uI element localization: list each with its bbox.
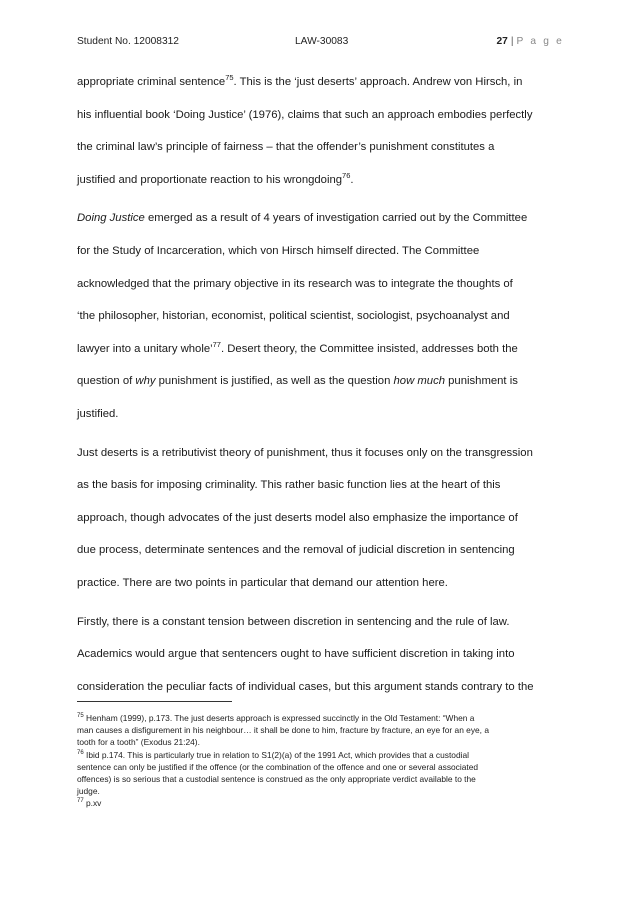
footnote-line xyxy=(77,773,567,785)
text-line xyxy=(77,510,567,543)
footnote-line xyxy=(77,724,567,736)
page-indicator xyxy=(497,36,565,47)
text-run: appropriate criminal sentence xyxy=(77,76,226,88)
text-run: tooth for a tooth” (Exodus 21:24). xyxy=(77,737,200,748)
text-run: consideration the peculiar facts of individual cases, but this argument stands contrary to the xyxy=(77,680,534,693)
italic-text: Doing Justice xyxy=(77,212,145,225)
text-run: justified. xyxy=(77,407,119,420)
text-run: his influential book ‘Doing Justice’ (1976), claims that such an approach embodies perfectly xyxy=(77,108,533,121)
text-run: sentence can only be justified if the offence (or the combination of the offence and one or several associated xyxy=(77,761,479,772)
text-line xyxy=(77,445,567,478)
text-run: . xyxy=(350,173,354,186)
text-run: punishment is justified, as well as the question xyxy=(155,375,394,388)
text-line xyxy=(77,575,567,608)
text-line xyxy=(77,172,567,205)
text-run: . Desert theory, the Committee insisted, addresses both the xyxy=(220,342,518,355)
text-run: due process, determinate sentences and the removal of judicial discretion in sentencing xyxy=(77,544,515,557)
text-run: Firstly, there is a constant tension between discretion in sentencing and the rule of law. xyxy=(77,615,510,628)
text-line xyxy=(77,107,567,140)
footnote-line xyxy=(77,736,567,748)
text-line xyxy=(77,406,567,439)
paragraph xyxy=(77,614,567,712)
text-line xyxy=(77,373,567,406)
footnote-ref: 76 xyxy=(77,749,84,756)
text-line xyxy=(77,308,567,341)
footnote-line xyxy=(77,712,567,724)
footnote-ref: 75 xyxy=(77,713,84,719)
text-line xyxy=(77,646,567,679)
text-line xyxy=(77,243,567,276)
footnote-ref: 77 xyxy=(212,339,221,349)
text-line xyxy=(77,74,567,107)
text-run: question of xyxy=(77,375,136,388)
page-separator: | xyxy=(510,36,514,47)
footnote-line xyxy=(77,749,567,761)
text-run: emerged as a result of 4 years of investigation carried out by the Committee xyxy=(144,212,528,225)
italic-text: why xyxy=(135,375,156,388)
footnote-ref: 75 xyxy=(225,73,234,82)
footnote-line xyxy=(77,761,567,773)
text-run: man causes a disfigurement in his neighbour… it shall be done to him, fracture by fracture, an eye for an eye, a xyxy=(77,725,489,736)
text-run: justified and proportionate reaction to his wrongdoing xyxy=(77,173,343,186)
text-run: the criminal law’s principle of fairness – that the offender’s punishment constitutes a xyxy=(77,141,495,154)
text-run: punishment is xyxy=(445,375,518,388)
course-code: LAW-30083 xyxy=(295,36,349,47)
text-line xyxy=(77,614,567,647)
text-run: offences) is so serious that a custodial sentence is construed as the only appropriate verdict available to the xyxy=(77,774,476,785)
page-word: P a g e xyxy=(516,36,564,47)
text-line xyxy=(77,139,567,172)
footnote-separator xyxy=(77,701,232,702)
text-run: practice. There are two points in particular that demand our attention here. xyxy=(77,576,448,589)
text-run: ‘the philosopher, historian, economist, political scientist, sociologist, psychoanalyst and xyxy=(77,310,510,323)
student-number: Student No. 12008312 xyxy=(77,36,179,47)
text-run: judge. xyxy=(77,786,100,797)
paragraph xyxy=(77,445,567,608)
text-run: approach, though advocates of the just deserts model also emphasize the importance of xyxy=(77,511,518,524)
paragraph xyxy=(77,74,567,204)
text-line xyxy=(77,341,567,374)
text-line xyxy=(77,276,567,309)
paragraph xyxy=(77,210,567,438)
text-run: for the Study of Incarceration, which von Hirsch himself directed. The Committee xyxy=(77,244,480,257)
body-text xyxy=(77,74,567,711)
text-run: Academics would argue that sentencers ought to have sufficient discretion in taking into xyxy=(77,648,515,661)
text-line xyxy=(77,679,567,712)
text-line xyxy=(77,210,567,243)
text-run: Henham (1999), p.173. The just deserts approach is expressed succinctly in the Old Testament: “When a xyxy=(83,713,475,723)
text-run: as the basis for imposing criminality. This rather basic function lies at the heart of this xyxy=(77,479,501,492)
text-run: Just deserts is a retributivist theory of punishment, thus it focuses only on the transgression xyxy=(77,446,533,459)
text-run: acknowledged that the primary objective in its research was to integrate the thoughts of xyxy=(77,277,513,290)
text-run: p.xv xyxy=(83,798,102,809)
footnotes xyxy=(77,712,567,810)
page-number: 27 xyxy=(496,36,508,47)
footnote-ref: 76 xyxy=(342,170,351,180)
text-run: . This is the ‘just deserts’ approach. Andrew von Hirsch, in xyxy=(233,76,523,88)
text-run: lawyer into a unitary whole’ xyxy=(77,342,213,355)
text-line xyxy=(77,542,567,575)
footnote-ref: 77 xyxy=(77,798,84,805)
text-run: Ibid p.174. This is particularly true in relation to S1(2)(a) of the 1991 Act, which provides that a custodial xyxy=(83,749,469,760)
italic-text: how much xyxy=(393,375,446,388)
footnote-line xyxy=(77,785,567,797)
footnote-line xyxy=(77,797,567,809)
page-header xyxy=(77,36,564,50)
text-line xyxy=(77,477,567,510)
